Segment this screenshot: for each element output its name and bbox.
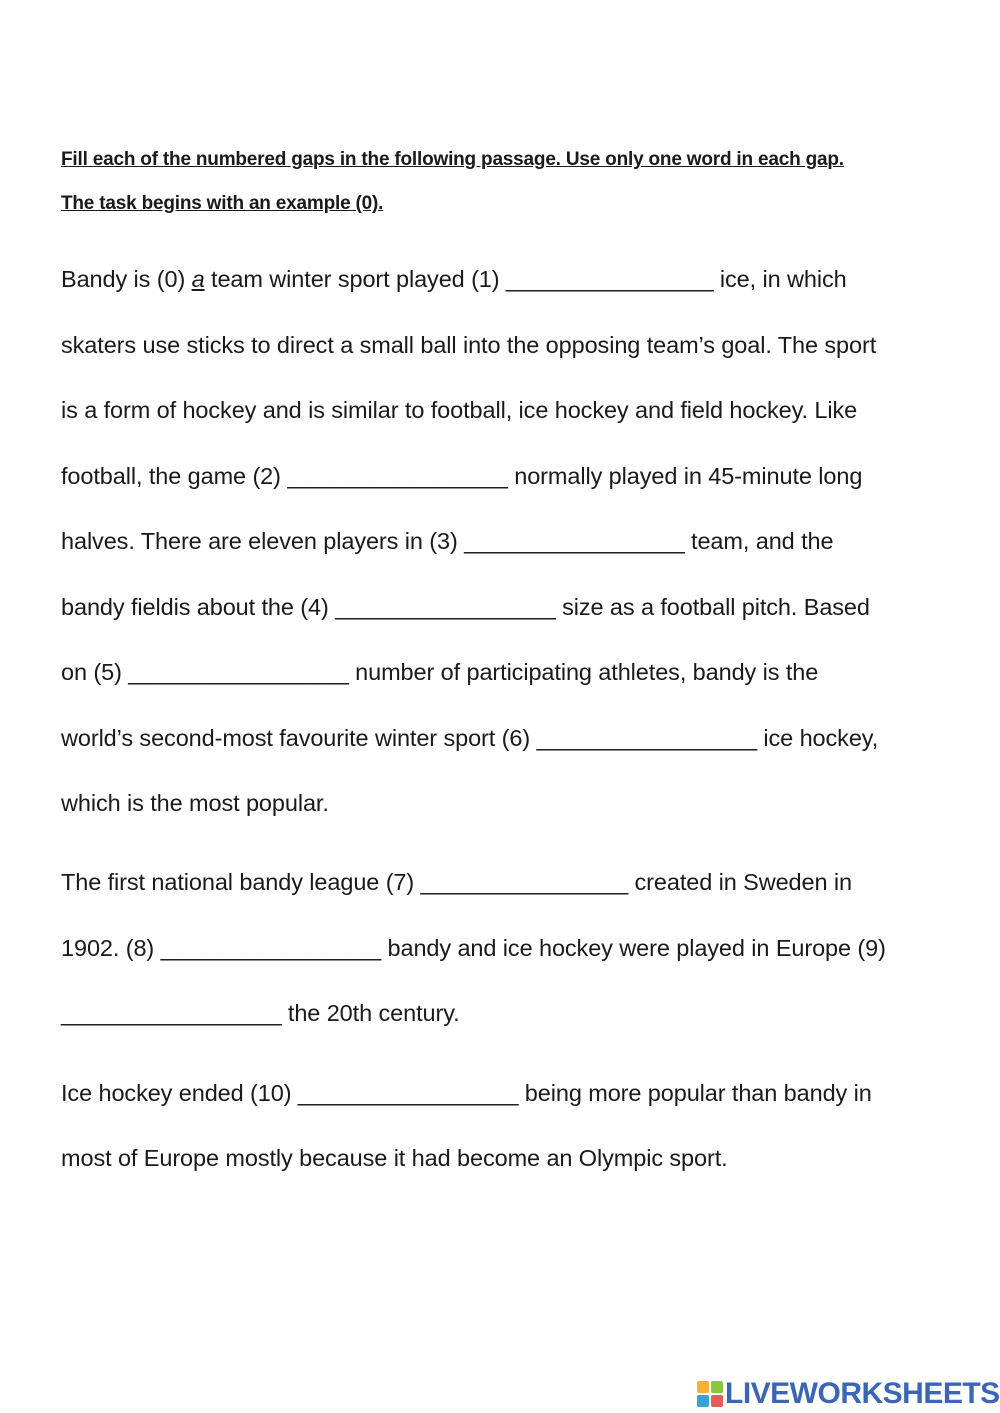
text-segment: being more popular than bandy in xyxy=(518,1080,872,1106)
gap-4-input[interactable]: _________________ xyxy=(335,594,556,620)
text-segment: the 20th century. xyxy=(281,1000,460,1026)
instruction-line-2: The task begins with an example (0). xyxy=(61,193,384,214)
liveworksheets-logo-icon xyxy=(697,1381,723,1407)
liveworksheets-logo[interactable] xyxy=(697,1378,1000,1410)
gap-9-input[interactable]: _________________ xyxy=(61,1000,282,1026)
text-segment: world’s second-most favourite winter sport (6) xyxy=(61,725,537,751)
text-segment: on (5) xyxy=(61,659,129,685)
text-segment: ice hockey, xyxy=(756,725,879,751)
text-segment: created in Sweden in xyxy=(628,869,852,895)
passage-line xyxy=(61,592,870,622)
passage-line xyxy=(61,461,862,491)
text-segment: normally played in 45-minute long xyxy=(507,463,863,489)
passage-line xyxy=(61,1078,872,1108)
example-answer: a xyxy=(191,266,205,292)
passage-line: skaters use sticks to direct a small ball into the opposing team’s goal. The sport xyxy=(61,332,877,358)
gap-7-input[interactable]: ________________ xyxy=(420,869,629,895)
text-segment: number of participating athletes, bandy is the xyxy=(348,659,819,685)
text-segment: Ice hockey ended (10) xyxy=(61,1080,298,1106)
logo-text: LIVEWORKSHEETS xyxy=(725,1377,1000,1410)
text-segment: bandy and ice hockey were played in Europe (9) xyxy=(381,935,886,961)
text-segment: halves. There are eleven players in (3) xyxy=(61,528,465,554)
gap-8-input[interactable]: _________________ xyxy=(160,935,382,961)
text-segment: bandy fieldis about the (4) xyxy=(61,594,336,620)
gap-5-input[interactable]: _________________ xyxy=(128,659,349,685)
passage-line: most of Europe mostly because it had become an Olympic sport. xyxy=(61,1145,728,1171)
instructions xyxy=(61,138,961,226)
passage-line: is a form of hockey and is similar to football, ice hockey and field hockey. Like xyxy=(61,397,858,423)
gap-1-input[interactable]: ________________ xyxy=(505,266,714,292)
passage-line xyxy=(61,933,886,963)
passage-line xyxy=(61,723,878,753)
text-segment: team, and the xyxy=(684,528,834,554)
gap-3-input[interactable]: _________________ xyxy=(464,528,685,554)
text-segment: Bandy is (0) xyxy=(61,266,192,292)
passage-line xyxy=(61,526,833,556)
gap-2-input[interactable]: _________________ xyxy=(287,463,508,489)
passage-line: which is the most popular. xyxy=(61,790,329,816)
passage-line xyxy=(61,867,852,897)
text-segment: team winter sport played (1) xyxy=(204,266,506,292)
gap-6-input[interactable]: _________________ xyxy=(536,725,757,751)
text-segment: The first national bandy league (7) xyxy=(61,869,421,895)
passage-line xyxy=(61,657,818,687)
text-segment: 1902. (8) xyxy=(61,935,161,961)
text-segment: ice, in which xyxy=(713,266,847,292)
passage-line xyxy=(61,264,847,294)
passage-line xyxy=(61,998,460,1028)
text-segment: size as a football pitch. Based xyxy=(555,594,870,620)
text-segment: football, the game (2) xyxy=(61,463,288,489)
gap-10-input[interactable]: _________________ xyxy=(297,1080,519,1106)
instruction-line-1: Fill each of the numbered gaps in the following passage. Use only one word in each gap. xyxy=(61,149,844,170)
